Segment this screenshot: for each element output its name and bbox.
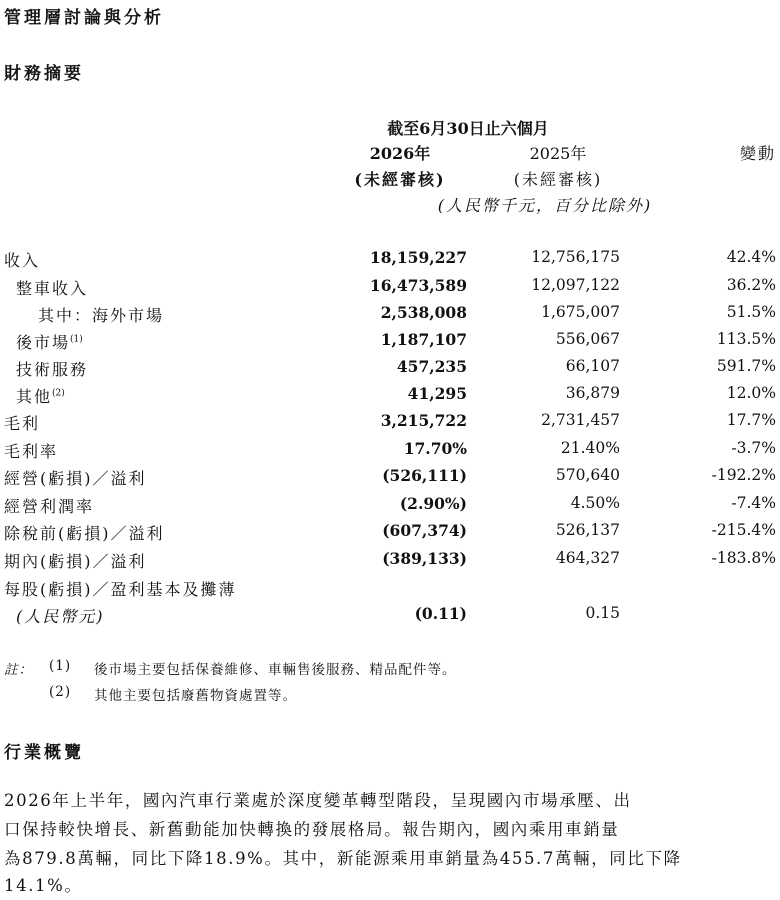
value-2026: 457,235 [396,357,467,376]
value-change: -183.8% [711,549,776,567]
value-2026: 18,159,227 [369,248,467,267]
footnote-ref: (1) [70,334,83,345]
value-change: 17.7% [726,411,776,429]
row-label [38,303,164,326]
value-2025: 570,640 [555,466,620,484]
notes-prefix: 註： [4,662,33,678]
value-2025: 464,327 [555,549,620,567]
col-header-change: 變動 [739,144,776,163]
row-label [4,466,147,489]
row-label-text: 技術服務 [16,360,89,379]
row-label-text: 經營(虧損)／溢利 [4,469,147,488]
value-2026: (607,374) [382,521,467,540]
value-2026: 1,187,107 [380,330,467,349]
note-2-text: 其他主要包括廢舊物資處置等。 [94,688,297,704]
value-2025: 526,137 [555,521,620,539]
value-2026: 17.70% [403,439,467,458]
row-label-text: 每股(虧損)／盈利基本及攤薄 [4,580,237,599]
row-label-text: (人民幣元) [16,607,105,626]
industry-paragraph-line-4: 14.1%。 [4,876,83,895]
page-title: 管理層討論與分析 [4,8,164,28]
note-1-text: 後市場主要包括保養維修、車輛售後服務、精品配件等。 [94,662,457,678]
value-change: 42.4% [726,248,776,266]
row-label [4,577,237,600]
value-change: -215.4% [711,521,776,539]
row-label [16,276,88,299]
value-2025: 4.50% [570,494,620,512]
value-change: -7.4% [731,494,776,512]
row-label [16,604,105,627]
value-change: -3.7% [731,439,776,457]
row-label-text: 收入 [4,251,41,270]
industry-paragraph-line-2: 口保持較快增長、新舊動能加快轉換的發展格局。報告期內，國內乘用車銷量 [4,820,620,839]
period-header: 截至6月30日止六個月 [387,119,549,138]
row-label [4,549,147,572]
unaudited-2025: (未經審核) [513,170,603,189]
row-label [4,411,40,434]
value-2025: 2,731,457 [541,411,620,429]
value-change: -192.2% [711,466,776,484]
section-heading-industry-overview: 行業概覽 [4,743,84,763]
value-change: 12.0% [726,384,776,402]
row-label-text: 其他 [16,387,53,406]
row-label [4,521,165,544]
value-2026: (526,111) [382,466,467,485]
row-label [16,330,83,353]
footnote-ref: (2) [52,388,65,399]
value-2026: 2,538,008 [380,303,467,322]
value-2025: 12,097,122 [531,276,620,294]
col-header-2026: 2026年 [369,144,431,163]
value-change: 36.2% [726,276,776,294]
row-label-text: 毛利 [4,414,41,433]
industry-paragraph-line-1: 2026年上半年，國內汽車行業處於深度變革轉型階段，呈現國內市場承壓、出 [4,791,632,810]
value-2025: 66,107 [565,357,620,375]
row-label [16,357,88,380]
row-label-text: 除稅前(虧損)／溢利 [4,524,165,543]
section-heading-financial-summary: 財務摘要 [4,64,84,84]
row-label-text: 期內(虧損)／溢利 [4,552,147,571]
row-label-text: 經營利潤率 [4,497,95,516]
value-2026: (389,133) [382,549,467,568]
col-header-2025: 2025年 [529,144,587,163]
row-label-text: 後市場 [16,333,71,352]
row-label [4,494,94,517]
unit-note: (人民幣千元，百分比除外) [437,196,653,215]
note-1-number: (1) [49,658,72,674]
value-2025: 21.40% [560,439,620,457]
value-2025: 1,675,007 [541,303,620,321]
row-label-text: 毛利率 [4,442,59,461]
value-change: 591.7% [716,357,776,375]
unaudited-2026: (未經審核) [354,170,446,189]
value-2025: 36,879 [565,384,620,402]
value-2026: 16,473,589 [369,276,467,295]
row-label-text: 其中：海外市場 [38,306,165,325]
value-2026: 41,295 [407,384,467,403]
row-label [4,248,40,271]
value-2025: 0.15 [585,604,620,622]
note-2-number: (2) [49,684,72,700]
value-2026: (0.11) [414,604,467,623]
value-2025: 12,756,175 [531,248,620,266]
value-2026: (2.90%) [399,494,467,513]
row-label [16,384,65,407]
value-2026: 3,215,722 [380,411,467,430]
value-2025: 556,067 [555,330,620,348]
row-label [4,439,58,462]
row-label-text: 整車收入 [16,279,89,298]
industry-paragraph-line-3: 為879.8萬輛，同比下降18.9%。其中，新能源乘用車銷量為455.7萬輛，同比下降 [4,849,682,868]
value-change: 113.5% [716,330,776,348]
value-change: 51.5% [726,303,776,321]
